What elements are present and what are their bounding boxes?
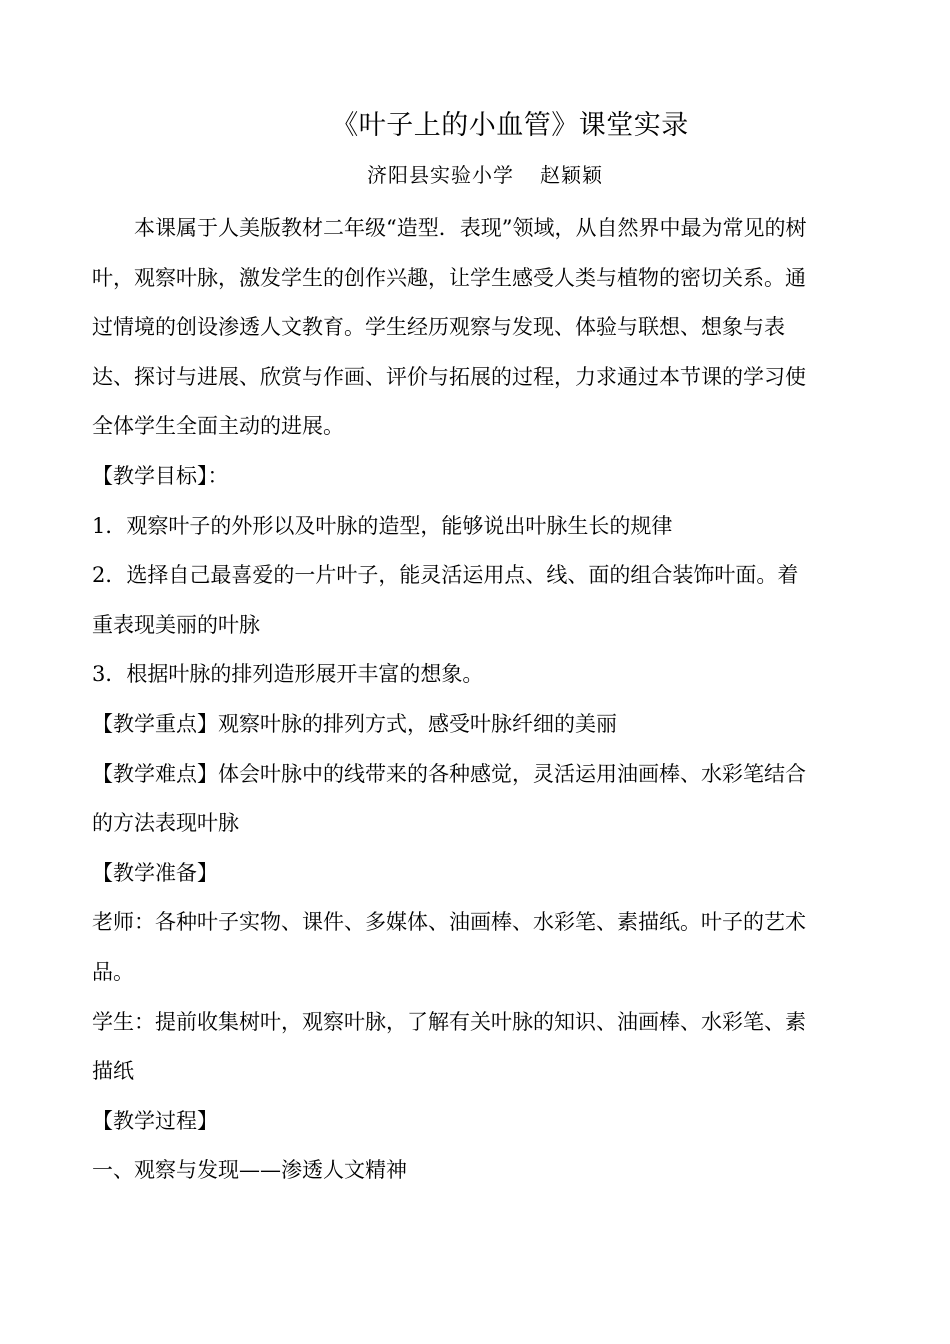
objective-item: 2．选择自己最喜爱的一片叶子，能灵活运用点、线、面的组合装饰叶面。着: [92, 563, 799, 588]
student-preparation-line: 学生：提前收集树叶，观察叶脉，了解有关叶脉的知识、油画棒、水彩笔、素: [92, 1009, 806, 1034]
document-title: 《叶子上的小血管》课堂实录: [331, 110, 689, 141]
objective-item-continued: 重表现美丽的叶脉: [92, 612, 260, 637]
intro-line: 全体学生全面主动的进展。: [92, 414, 344, 439]
section-heading-process: 【教学过程】: [92, 1108, 218, 1133]
difficulty-line: 【教学难点】体会叶脉中的线带来的各种感觉，灵活运用油画棒、水彩笔结合: [92, 761, 806, 786]
section-heading-objectives: 【教学目标】：: [92, 463, 229, 488]
author-name: 赵颖颖: [540, 163, 603, 187]
objective-item: 1．观察叶子的外形以及叶脉的造型，能够说出叶脉生长的规律: [92, 513, 673, 538]
difficulty-line-continued: 的方法表现叶脉: [92, 811, 239, 836]
process-step-heading: 一、观察与发现——渗透人文精神: [92, 1158, 407, 1183]
objective-item: 3．根据叶脉的排列造形展开丰富的想象。: [92, 662, 484, 687]
teacher-preparation-line: 老师：各种叶子实物、课件、多媒体、油画棒、水彩笔、素描纸。叶子的艺术: [92, 910, 806, 935]
intro-line: 过情境的创设渗透人文教育。学生经历观察与发现、体验与联想、想象与表: [92, 315, 785, 340]
key-point-line: 【教学重点】观察叶脉的排列方式，感受叶脉纤细的美丽: [92, 711, 617, 736]
intro-line: 本课属于人美版教材二年级“造型．表现”领域，从自然界中最为常见的树: [134, 216, 807, 240]
section-heading-preparation: 【教学准备】: [92, 860, 218, 885]
student-preparation-line-continued: 描纸: [92, 1059, 134, 1084]
intro-line: 达、探讨与进展、欣赏与作画、评价与拓展的过程，力求通过本节课的学习使: [92, 364, 806, 389]
author-school: 济阳县实验小学: [367, 163, 514, 187]
teacher-preparation-line-continued: 品。: [92, 959, 134, 984]
author-line: [0, 160, 950, 190]
intro-line: 叶，观察叶脉，激发学生的创作兴趣，让学生感受人类与植物的密切关系。通: [92, 265, 806, 290]
document-body: [92, 204, 856, 1196]
